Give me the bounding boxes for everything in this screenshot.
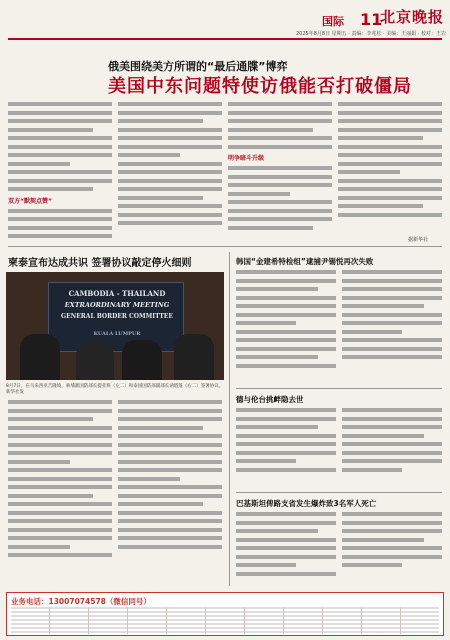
story-five-column-1 [236, 512, 336, 586]
board-line-3: GENERAL BORDER COMMITTEE [61, 313, 173, 320]
board-line-4: KUALA LUMPUR [93, 331, 141, 337]
photo-person [76, 342, 114, 380]
section-divider-1 [8, 246, 442, 247]
lead-headline: 美国中东问题特使访俄能否打破僵局 [108, 76, 412, 97]
story-three-headline: 韩国“金建希特检组”逮捕尹锡悦再次失败 [236, 257, 374, 266]
photo-person [122, 340, 162, 380]
page-number: 11 [360, 10, 383, 29]
photo-caption: 8月7日，在马来西亚吉隆坡，柬埔寨国防部长提亚班（左二）和泰国国防部副部长讷塔蓬（右二）签署协议。 新华社发 [6, 384, 224, 395]
lead-subhead-1: 双方“默契点赞” [8, 197, 52, 205]
lead-column-3 [228, 102, 332, 242]
column-divider [229, 252, 230, 586]
photo-person [20, 334, 60, 380]
story-five-column-2 [342, 512, 442, 586]
lead-subhead-2: 明争暗斗升级 [228, 155, 265, 162]
dateline: 2025年8月8日 星期五 · 责编：李兆松 · 美编：王丽娟 · 校对：王岩 [296, 31, 446, 37]
story-two-column-2 [118, 400, 222, 586]
story-four-headline: 德与伦台挑衅隐去世 [236, 395, 304, 404]
photo-backdrop-board [48, 282, 184, 352]
board-line-1: CAMBODIA - THAILAND [68, 289, 166, 298]
classified-ad-block [6, 592, 444, 636]
news-photo [6, 272, 224, 380]
story-four-column-1 [236, 408, 336, 486]
story-three-column-1 [236, 270, 336, 384]
story-five-headline: 巴基斯坦俾路支省发生爆炸致3名军人死亡 [236, 499, 377, 508]
section-divider-2 [236, 388, 442, 389]
story-three-column-2 [342, 270, 442, 384]
section-divider-3 [236, 492, 442, 493]
lead-column-2 [118, 102, 222, 242]
story-two-column-1 [8, 400, 112, 586]
lead-kicker: 俄美围绕美方所谓的“最后通牒”博弈 [108, 60, 288, 73]
lead-column-1 [8, 102, 112, 242]
photo-person [174, 334, 214, 380]
newspaper-logo: 北京晚报 [380, 8, 445, 26]
board-line-2: EXTRAORDINARY MEETING [64, 301, 170, 309]
masthead [0, 0, 450, 40]
lead-byline: 据新华社 [408, 237, 429, 243]
story-two-headline: 柬泰宣布达成共识 签署协议敲定停火细则 [8, 258, 192, 269]
ad-listings-grid [11, 607, 439, 634]
story-four-column-2 [342, 408, 442, 486]
ad-phone-line: 业务电话：13007074578（微信同号） [11, 597, 151, 606]
section-tag: 国际 [322, 15, 344, 28]
masthead-rule [8, 38, 442, 40]
lead-column-4 [338, 102, 442, 242]
